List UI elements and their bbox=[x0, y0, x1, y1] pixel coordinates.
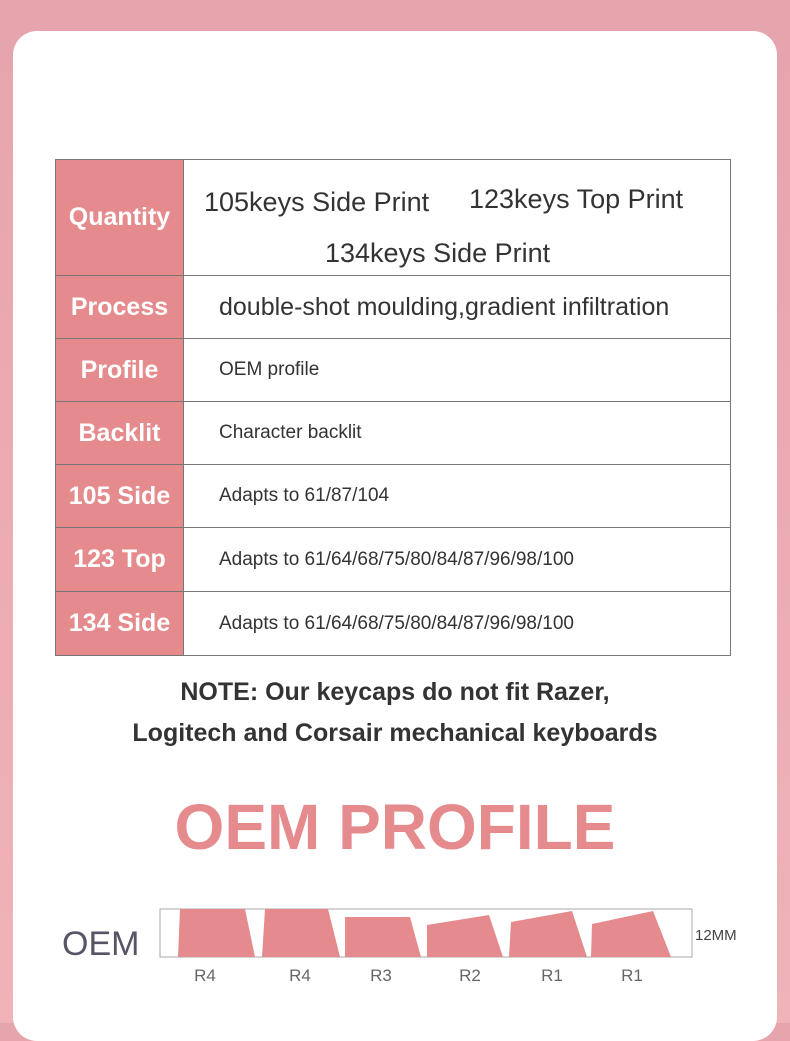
quantity-value: 105keys Side Print bbox=[204, 187, 430, 217]
row-value: Adapts to 61/87/104 bbox=[184, 465, 731, 528]
row-label: 123 Top bbox=[56, 528, 184, 592]
keycap-r4 bbox=[262, 909, 340, 957]
row-value: Adapts to 61/64/68/75/80/84/87/96/98/100 bbox=[184, 592, 731, 656]
keycap-r3 bbox=[345, 917, 421, 957]
quantity-value: 134keys Side Print bbox=[325, 238, 551, 268]
keycap-r1 bbox=[509, 911, 587, 957]
row-label-r4: R4 bbox=[289, 966, 311, 985]
row-label: 134 Side bbox=[56, 592, 184, 656]
quantity-value: 123keys Top Print bbox=[469, 184, 684, 214]
row-label: 105 Side bbox=[56, 465, 184, 528]
row-label-r4: R4 bbox=[194, 966, 216, 985]
profile-title: OEM PROFILE bbox=[174, 791, 616, 863]
keycap-r2 bbox=[427, 915, 503, 957]
profile-label: OEM bbox=[62, 925, 140, 963]
keycap-r4 bbox=[178, 909, 255, 957]
row-label: Quantity bbox=[56, 160, 184, 276]
row-label-r2: R2 bbox=[459, 966, 481, 985]
row-value: double-shot moulding,gradient infiltration bbox=[184, 276, 731, 339]
row-label-r1: R1 bbox=[541, 966, 563, 985]
row-label-r3: R3 bbox=[370, 966, 392, 985]
row-label: Process bbox=[56, 276, 184, 339]
row-value: Adapts to 61/64/68/75/80/84/87/96/98/100 bbox=[184, 528, 731, 592]
height-label: 12MM bbox=[695, 927, 737, 944]
row-value: OEM profile bbox=[184, 339, 731, 402]
note-line: NOTE: Our keycaps do not fit Razer, bbox=[180, 678, 610, 706]
row-label: Backlit bbox=[56, 402, 184, 465]
keycap-r1 bbox=[591, 911, 671, 957]
row-label: Profile bbox=[56, 339, 184, 402]
note-line: Logitech and Corsair mechanical keyboards bbox=[132, 719, 658, 747]
row-label-r1: R1 bbox=[621, 966, 643, 985]
row-value: Character backlit bbox=[184, 402, 731, 465]
